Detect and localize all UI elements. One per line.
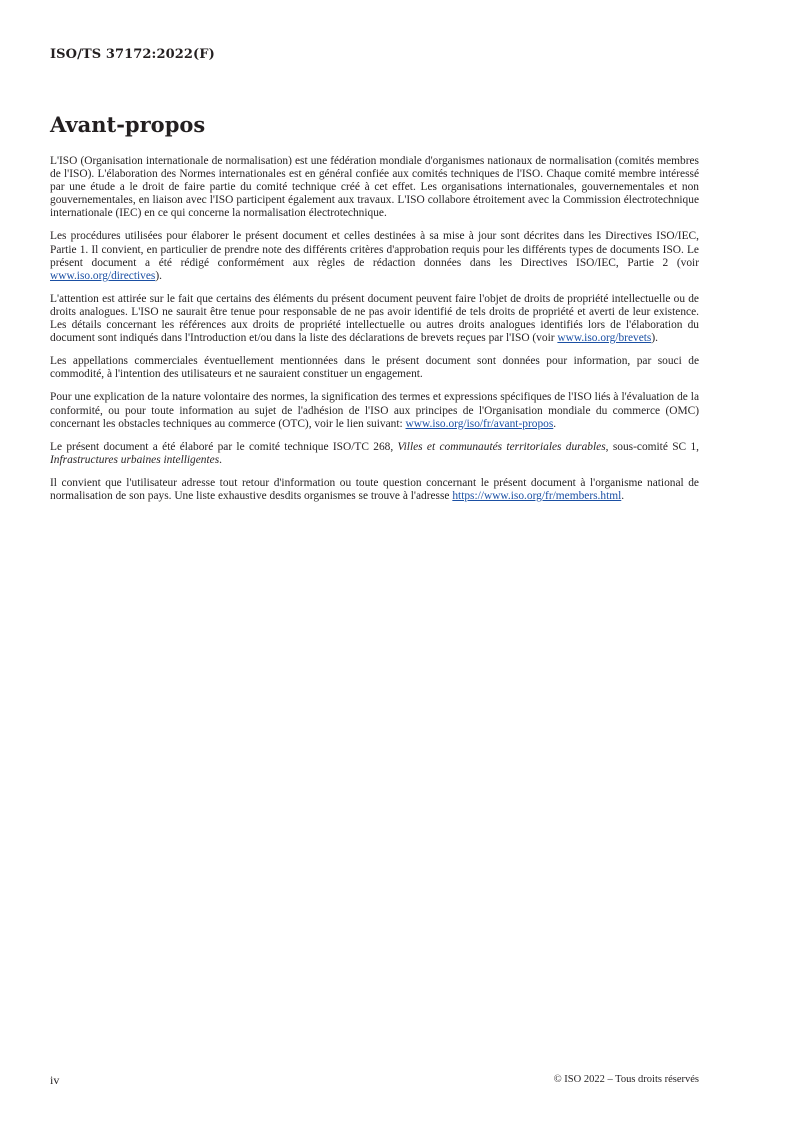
directives-link[interactable]: www.iso.org/directives: [50, 269, 156, 282]
paragraph-text: Le présent document a été élaboré par le comité technique ISO/TC 268,: [50, 440, 398, 453]
paragraph-committee: [50, 441, 699, 467]
paragraph-trade-names: [50, 355, 699, 381]
paragraph-procedures: [50, 230, 699, 282]
page-number: iv: [50, 1073, 60, 1087]
patents-link[interactable]: www.iso.org/brevets: [557, 332, 652, 345]
paragraph-text: Il convient que l'utilisateur adresse tout retour d'information ou toute question concernant le présent document à l'organisme national de normalisation de son pays. Une liste exhaustive desdits organismes se trouve à l'adresse: [50, 476, 699, 502]
paragraph-text: Les procédures utilisées pour élaborer le présent document et celles destinées à sa mise à jour sont décrites dans les Directives ISO/IEC, Partie 1. Il convient, en particulier de prendre note des différents critères d'approbation requis pour les différents types de documents ISO. Le présent document a été rédigé conformément aux règles de rédaction données dans les Directives ISO/IEC, Partie 2 (voir: [50, 230, 699, 269]
paragraph-text: ).: [155, 269, 163, 282]
paragraph-patent-rights: [50, 293, 699, 345]
subcommittee-title: Infrastructures urbaines intelligentes: [50, 453, 220, 466]
paragraph-text: Pour une explication de la nature volontaire des normes, la signification des termes et expressions spécifiques de l'ISO liés à l'évaluation de la conformité, ou pour toute information au sujet de l'adhésion de l'ISO aux principes de l'Organisation mondiale du commerce (OMC) concernant les obstacles techniques au commerce (OTC), voir le lien suivant:: [50, 391, 699, 430]
paragraph-iso-overview: [50, 155, 699, 220]
committee-title: Villes et communautés territoriales durables: [397, 440, 606, 453]
document-identifier: ISO/TS 37172:2022(F): [50, 47, 215, 62]
paragraph-text: .: [219, 453, 223, 466]
paragraph-text: .: [621, 489, 625, 502]
paragraph-feedback: [50, 477, 699, 503]
paragraph-voluntary-nature: [50, 391, 699, 430]
paragraph-text: Les appellations commerciales éventuellement mentionnées dans le présent document sont données pour information, par souci de commodité, à l'intention des utilisateurs et ne sauraient constituer un engagement.: [50, 355, 699, 381]
paragraph-text: ).: [651, 332, 659, 345]
members-link[interactable]: https://www.iso.org/fr/members.html: [452, 489, 622, 502]
paragraph-text: L'attention est attirée sur le fait que certains des éléments du présent document peuvent faire l'objet de droits de propriété intellectuelle ou de droits analogues. L'ISO ne saurait être tenue pour responsable de ne pas avoir identifié de tels droits de propriété et averti de leur existence. Les détails concernant les références aux droits de propriété intellectuelle ou autres droits analogues identifiés lors de l'élaboration du document sont indiqués dans l'Introduction et/ou dans la liste des déclarations de brevets reçues par l'ISO (voir: [50, 292, 699, 345]
paragraph-text: , sous-comité SC 1,: [605, 440, 699, 453]
foreword-link[interactable]: www.iso.org/iso/fr/avant-propos: [405, 417, 554, 430]
document-body: [50, 155, 699, 513]
page-title: Avant-propos: [50, 112, 206, 137]
paragraph-text: .: [553, 417, 557, 430]
paragraph-text: L'ISO (Organisation internationale de normalisation) est une fédération mondiale d'organismes nationaux de normalisation (comités membres de l'ISO). L'élaboration des Normes internationales est en général confiée aux comités techniques de l'ISO. Chaque comité membre intéressé par une étude a le droit de faire partie du comité technique créé à cet effet. Les organisations internationales, gouvernementales et non gouvernementales, en liaison avec l'ISO participent également aux travaux. L'ISO collabore étroitement avec la Commission électrotechnique internationale (IEC) en ce qui concerne la normalisation électrotechnique.: [50, 155, 699, 220]
copyright-notice: © ISO 2022 – Tous droits réservés: [553, 1074, 699, 1085]
